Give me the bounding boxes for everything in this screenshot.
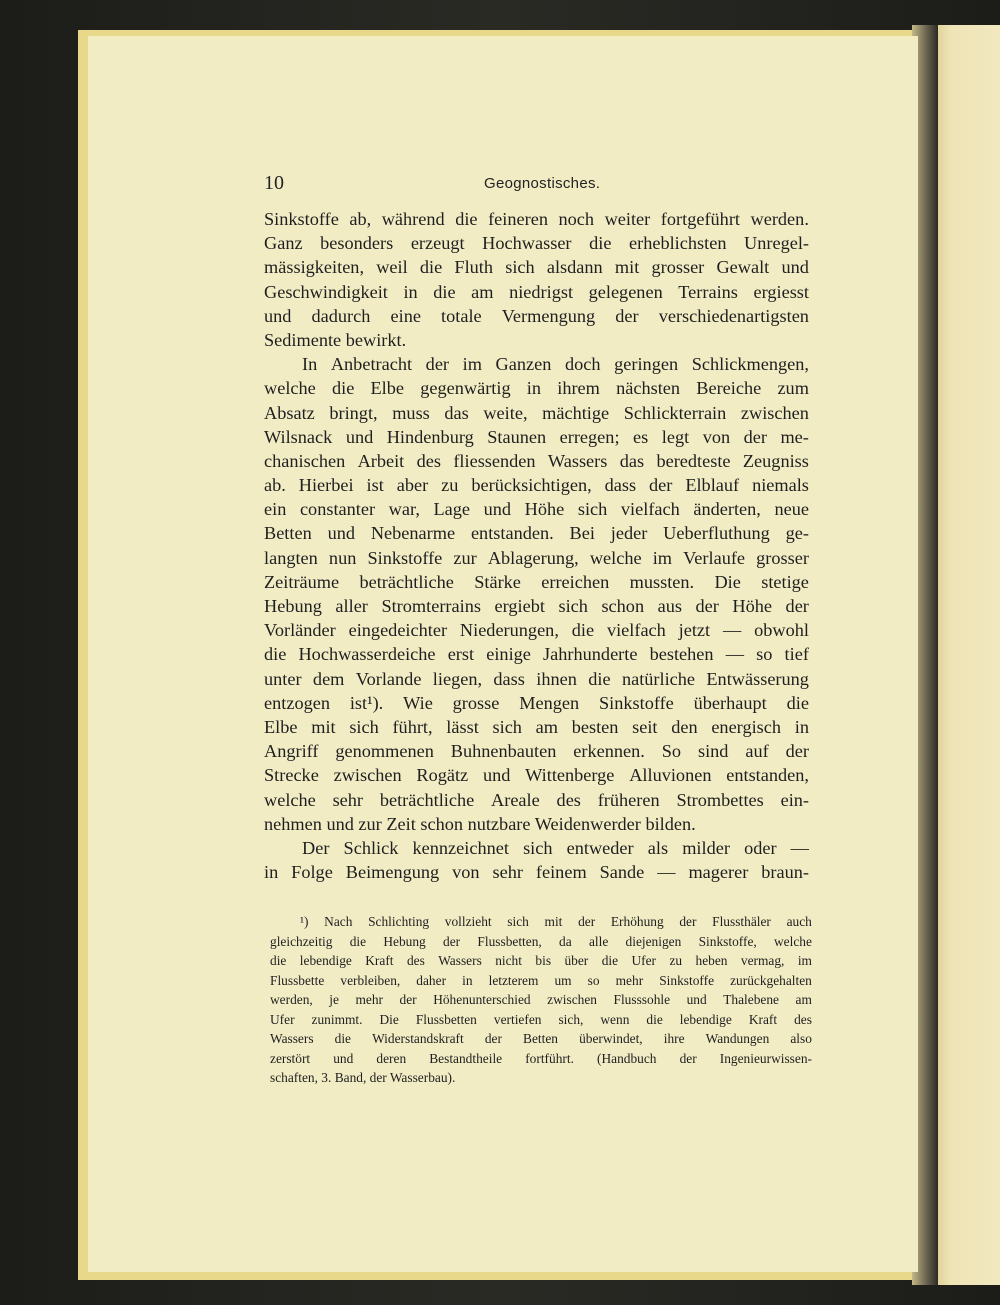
footnote-line: schaften, 3. Band, der Wasserbau). — [270, 1070, 456, 1085]
running-title: Geognostisches. — [484, 175, 601, 192]
text-line: Der Schlick kennzeichnet sich entweder als milder oder — — [302, 837, 809, 858]
text-line: entzogen ist¹). Wie grosse Mengen Sinkstoffe überhaupt die — [264, 692, 809, 713]
text-line: Elbe mit sich führt, lässt sich am besten seit den energisch in — [264, 716, 809, 737]
footnote-line: ¹) Nach Schlichting vollzieht sich mit der Erhöhung der Flussthäler auch — [300, 914, 812, 929]
text-line: nehmen und zur Zeit schon nutzbare Weidenwerder bilden. — [264, 813, 696, 834]
text-line: in Folge Beimengung von sehr feinem Sande — magerer braun- — [264, 862, 809, 883]
text-line: Absatz bringt, muss das weite, mächtige Schlickterrain zwischen — [264, 402, 809, 423]
text-line: Sinkstoffe ab, während die feineren noch weiter fortgeführt werden. — [264, 209, 809, 229]
text-line: mässigkeiten, weil die Fluth sich alsdann mit grosser Gewalt und — [264, 257, 809, 278]
text-line: ab. Hierbei ist aber zu berücksichtigen, dass der Elblauf niemals — [264, 475, 809, 496]
text-line: Vorländer eingedeichter Niederungen, die vielfach jetzt — obwohl — [264, 620, 809, 641]
footnote-line: die lebendige Kraft des Wassers nicht bis über die Ufer zu heben vermag, im — [270, 953, 812, 968]
text-line: chanischen Arbeit des fliessenden Wassers das beredteste Zeugniss — [264, 450, 809, 471]
text-line: Zeiträume beträchtliche Stärke erreichen mussten. Die stetige — [264, 571, 809, 592]
footnote-line: werden, je mehr der Höhenunterschied zwischen Flusssohle und Thalebene am — [270, 992, 812, 1007]
text-line: Hebung aller Stromterrains ergiebt sich schon aus der Höhe der — [264, 596, 809, 616]
text-line: Sedimente bewirkt. — [264, 329, 407, 350]
footnote-line: Wassers die Widerstandskraft der Betten überwindet, ihre Wandungen also — [270, 1031, 812, 1046]
text-line: ein constanter war, Lage und Höhe sich vielfach änderten, neue — [264, 499, 809, 520]
page-header — [264, 172, 809, 198]
footnote-line: gleichzeitig die Hebung der Flussbetten, da alle diejenigen Sinkstoffe, welche — [270, 933, 812, 949]
text-line: die Hochwasserdeiche erst einige Jahrhunderte bestehen — so tief — [264, 644, 809, 665]
page-number: 10 — [264, 172, 284, 194]
body-text — [264, 207, 809, 884]
text-line: In Anbetracht der im Ganzen doch geringen Schlickmengen, — [302, 354, 809, 375]
text-line: welche die Elbe gegenwärtig in ihrem nächsten Bereiche zum — [264, 378, 809, 399]
text-line: Angriff genommenen Buhnenbauten erkennen. So sind auf der — [264, 741, 809, 762]
text-line: Ganz besonders erzeugt Hochwasser die erheblichsten Unregel- — [264, 233, 809, 254]
footnote-line: zerstört und deren Bestandtheile fortführt. (Handbuch der Ingenieurwissen- — [270, 1050, 812, 1066]
footnote-line: Ufer zunimmt. Die Flussbetten vertiefen sich, wenn die lebendige Kraft des — [270, 1011, 812, 1027]
footnote — [270, 912, 812, 1088]
text-line: langten nun Sinkstoffe zur Ablagerung, welche im Verlaufe grosser — [264, 547, 809, 568]
text-line: welche sehr beträchtliche Areale des früheren Strombettes ein- — [264, 789, 809, 810]
facing-page — [930, 25, 1000, 1285]
text-line: Strecke zwischen Rogätz und Wittenberge Alluvionen entstanden, — [264, 765, 809, 786]
footnote-line: Flussbette verbleiben, daher in letzterem um so mehr Sinkstoffe zurückgehalten — [270, 972, 812, 988]
text-line: Betten und Nebenarme entstanden. Bei jeder Ueberfluthung ge- — [264, 523, 809, 544]
text-line: Geschwindigkeit in die am niedrigst gelegenen Terrains ergiesst — [264, 281, 809, 302]
text-line: Wilsnack und Hindenburg Staunen erregen; es legt von der me- — [264, 426, 809, 447]
text-line: unter dem Vorlande liegen, dass ihnen die natürliche Entwässerung — [264, 668, 809, 689]
text-line: und dadurch eine totale Vermengung der verschiedenartigsten — [264, 305, 809, 326]
